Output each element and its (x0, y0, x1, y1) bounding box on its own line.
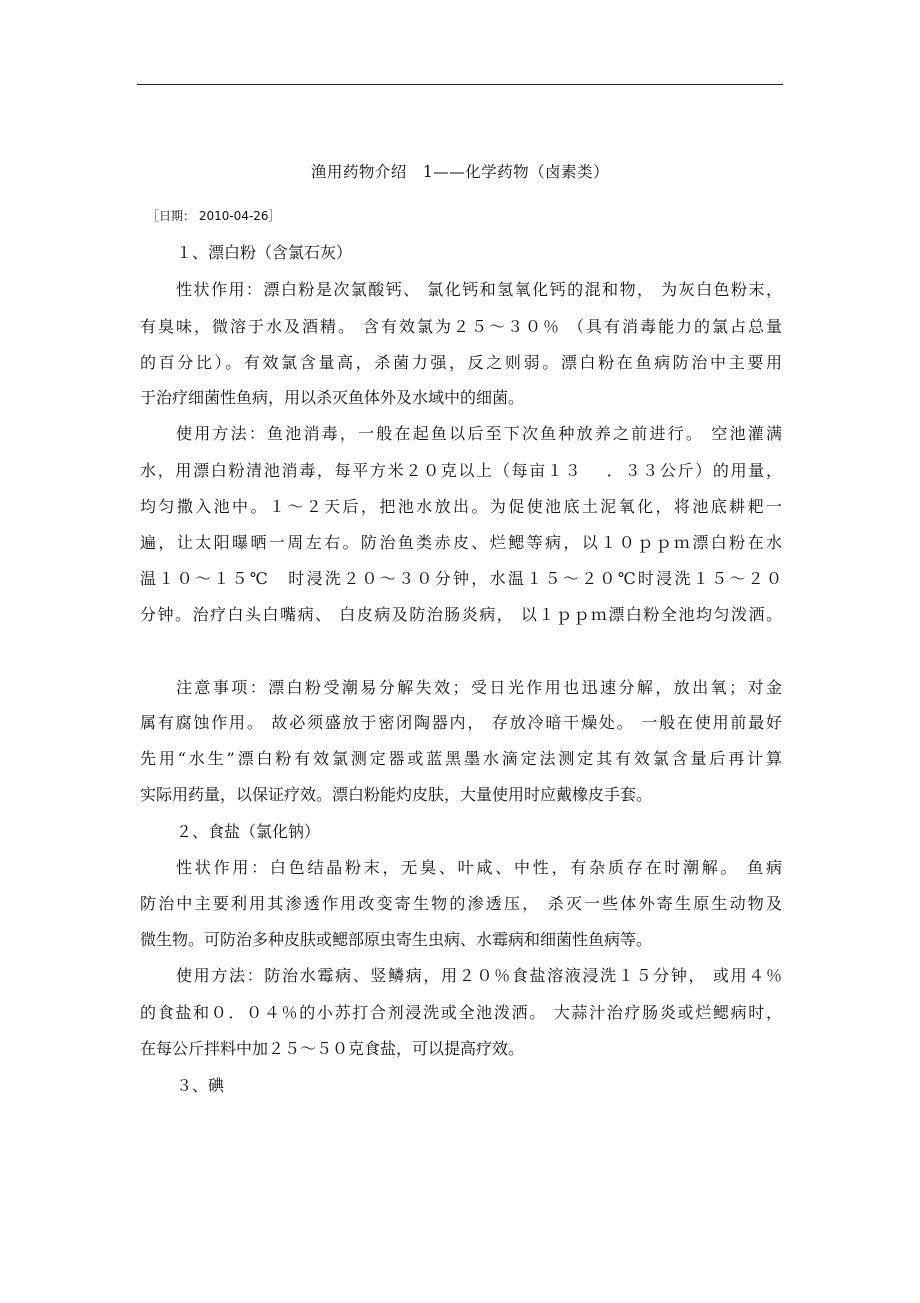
paragraph-line: 在每公斤拌料中加２５～５０克食盐，可以提高疗效。 (140, 1039, 525, 1058)
paragraph-line: 使用方法：防治水霉病、竖鳞病，用２０％食盐溶液浸洗１５分钟， 或用４％ (176, 966, 782, 985)
paragraph-line: 微生物。可防治多种皮肤或鳃部原虫寄生虫病、水霉病和细菌性鱼病等。 (140, 930, 653, 949)
paragraph-line: 有臭味，微溶于水及酒精。 含有效氯为２５～３０％ （具有消毒能力的氯占总量 (140, 317, 782, 336)
paragraph-line: 使用方法：鱼池消毒，一般在起鱼以后至下次鱼种放养之前进行。 空池灌满 (176, 424, 782, 443)
paragraph-line: 性状作用：漂白粉是次氯酸钙、 氯化钙和氢氧化钙的混和物， 为灰白色粉末， (176, 280, 782, 299)
paragraph-line: 均匀撒入池中。１～２天后，把池水放出。为促使池底土泥氧化，将池底耕耙一 (140, 497, 782, 516)
section-heading-salt: ２、食盐（氯化钠） (176, 822, 321, 841)
section-heading-bleaching-powder: １、漂白粉（含氯石灰） (176, 243, 353, 262)
section-heading-iodine: ３、碘 (176, 1076, 225, 1095)
paragraph-line: 的食盐和０．０４％的小苏打合剂浸洗或全池泼洒。 大蒜汁治疗肠炎或烂鳃病时， (140, 1003, 782, 1022)
paragraph-line: 先用“水生”漂白粉有效氯测定器或蓝黑墨水滴定法测定其有效氯含量后再计算 (140, 749, 782, 768)
page-title: 渔用药物介绍 1——化学药物（卤素类） (310, 163, 610, 181)
paragraph-line: 遍，让太阳曝晒一周左右。防治鱼类赤皮、烂鳃等病，以１０ｐｐｍ漂白粉在水 (140, 533, 782, 552)
paragraph-line: 属有腐蚀作用。 故必须盛放于密闭陶器内， 存放冷暗干燥处。 一般在使用前最好 (140, 713, 782, 732)
paragraph-line: 水，用漂白粉清池消毒，每平方米２０克以上（每亩１３ ．３３公斤）的用量， (140, 461, 782, 480)
paragraph-line: 性状作用：白色结晶粉末，无臭、叶咸、中性，有杂质存在时潮解。 鱼病 (176, 858, 782, 877)
paragraph-line: 注意事项：漂白粉受潮易分解失效；受日光作用也迅速分解，放出氧；对金 (176, 678, 782, 697)
paragraph-line: 实际用药量，以保证疗效。漂白粉能灼皮肤，大量使用时应戴橡皮手套。 (140, 785, 653, 804)
paragraph-line: 的百分比）。有效氯含量高，杀菌力强，反之则弱。漂白粉在鱼病防治中主要用 (140, 353, 782, 372)
header-rule (137, 84, 783, 85)
paragraph-line: 于治疗细菌性鱼病，用以杀灭鱼体外及水域中的细菌。 (140, 388, 525, 407)
paragraph-line: 防治中主要利用其渗透作用改变寄生物的渗透压， 杀灭一些体外寄生原生动物及 (140, 894, 782, 913)
paragraph-line: 分钟。治疗白头白嘴病、 白皮病及防治肠炎病， 以１ｐｐｍ漂白粉全池均匀泼洒。 (140, 605, 782, 624)
date-line: ［日期： 2010-04-26］ (147, 209, 281, 223)
paragraph-line: 温１０～１５℃ 时浸洗２０～３０分钟，水温１５～２０℃时浸洗１５～２０ (140, 569, 782, 588)
